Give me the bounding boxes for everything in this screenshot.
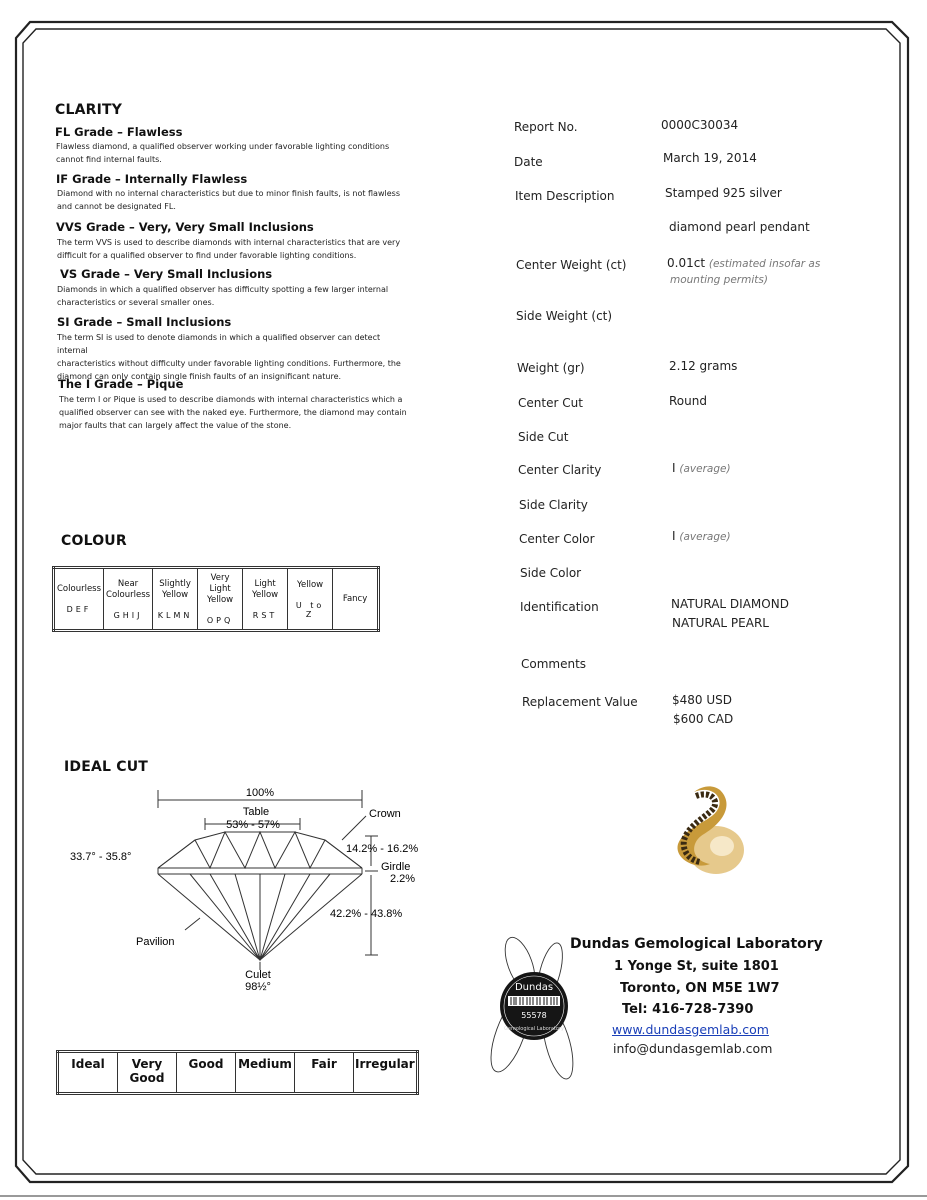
lab-address-line2: Toronto, ON M5E 1W7: [620, 981, 780, 996]
pendant-photo: [664, 782, 756, 878]
colour-cell-light-yellow: Light Yellow RST: [243, 568, 288, 631]
colour-cell-very-light-yellow: Very Light Yellow OPQ: [198, 568, 243, 631]
diagram-crown-pct: 14.2% - 16.2%: [346, 843, 419, 855]
diagram-table-pct: 53% - 57%: [226, 819, 280, 831]
diagram-pavilion-pct: 42.2% - 43.8%: [330, 908, 403, 920]
identification-value-line2: NATURAL PEARL: [672, 616, 769, 630]
replacement-value-cad: $600 CAD: [673, 712, 734, 726]
clarity-grade-vs-title: VS Grade – Very Small Inclusions: [60, 267, 273, 281]
clarity-title: CLARITY: [55, 102, 123, 118]
diagram-crown-angle: 33.7° - 35.8°: [70, 851, 132, 863]
colour-scale-table: [52, 566, 380, 632]
replacement-value-label: Replacement Value: [522, 695, 638, 709]
diagram-width-pct: 100%: [245, 787, 275, 799]
item-description-value-line2: diamond pearl pendant: [669, 220, 810, 234]
colour-cell-colourless: Colourless DEF: [54, 568, 104, 631]
cut-grade-medium: Medium: [236, 1052, 295, 1094]
diagram-girdle-label: Girdle: [381, 861, 411, 873]
colour-cell-near-colourless: Near Colourless GHIJ: [104, 568, 153, 631]
center-weight-value: 0.01ct (estimated insofar as: [667, 256, 821, 270]
clarity-grade-si-desc: The term SI is used to denote diamonds in which a qualified observer can detect internal characteristics without difficulty under favorable lighting conditions. Furthermore, the diamond can only contain single finish faults of an insignificant nature.: [57, 333, 401, 381]
center-cut-value: Round: [669, 394, 707, 408]
cut-grade-irregular: Irregular: [354, 1052, 418, 1094]
lab-email: info@dundasgemlab.com: [613, 1041, 773, 1056]
report-no-value: 0000C30034: [661, 118, 739, 132]
identification-value: NATURAL DIAMOND: [671, 597, 789, 611]
identification-label: Identification: [520, 600, 599, 614]
date-value: March 19, 2014: [663, 151, 757, 165]
side-clarity-label: Side Clarity: [519, 498, 588, 512]
center-weight-label: Center Weight (ct): [516, 258, 627, 272]
colour-cell-slightly-yellow: Slightly Yellow KLMN: [153, 568, 198, 631]
lab-telephone: Tel: 416-728-7390: [622, 1002, 754, 1017]
side-cut-label: Side Cut: [518, 430, 569, 444]
seal-number: 55578: [521, 1011, 547, 1020]
clarity-grade-vvs-desc: The term VVS is used to describe diamonds with internal characteristics that are very difficult for a qualified observer to find under favorable lighting conditions.: [57, 238, 401, 260]
clarity-grade-i-desc: The term I or Pique is used to describe diamonds with internal characteristics which a qualified observer can see with the naked eye. Furthermore, the diamond may contain major faults that can largely affect the value of the stone.: [59, 395, 407, 430]
clarity-grade-vs-desc: Diamonds in which a qualified observer has difficulty spotting a few larger internal characteristics or several smaller ones.: [57, 285, 389, 307]
report-no-label: Report No.: [514, 120, 578, 134]
center-color-label: Center Color: [519, 532, 595, 546]
lab-seal: [480, 934, 590, 1084]
weight-gr-value: 2.12 grams: [669, 359, 738, 373]
seal-top-text: Dundas: [514, 982, 554, 993]
lab-address-line1: 1 Yonge St, suite 1801: [614, 959, 779, 974]
replacement-value-usd: $480 USD: [672, 693, 732, 707]
lab-website-link[interactable]: www.dundasgemlab.com: [612, 1022, 769, 1037]
clarity-grade-fl-title: FL Grade – Flawless: [55, 125, 183, 139]
cut-grade-good: Good: [177, 1052, 236, 1094]
cut-grade-ideal: Ideal: [58, 1052, 118, 1094]
diagram-crown-label: Crown: [369, 808, 401, 820]
diagram-table-label: Table: [242, 806, 270, 818]
cut-grade-very-good: Very Good: [118, 1052, 177, 1094]
item-description-label: Item Description: [515, 189, 615, 203]
clarity-grade-vvs-title: VVS Grade – Very, Very Small Inclusions: [56, 220, 314, 234]
center-color-value: I (average): [672, 529, 731, 543]
center-clarity-value: I (average): [672, 461, 731, 475]
diagram-culet-pct: 98½°: [245, 981, 271, 993]
center-cut-label: Center Cut: [518, 396, 583, 410]
cut-grade-fair: Fair: [295, 1052, 354, 1094]
diamond-proportions-diagram: [60, 780, 440, 995]
colour-cell-fancy: Fancy: [333, 568, 379, 631]
center-weight-note-line2: mounting permits): [670, 274, 768, 286]
date-label: Date: [514, 155, 543, 169]
ideal-cut-title: IDEAL CUT: [64, 759, 149, 775]
diagram-pavilion-label: Pavilion: [136, 936, 175, 948]
center-clarity-label: Center Clarity: [518, 463, 602, 477]
clarity-grade-fl-desc: Flawless diamond, a qualified observer working under favorable lighting conditions cannot find internal faults.: [56, 142, 390, 164]
lab-name: Dundas Gemological Laboratory: [570, 936, 823, 952]
cut-grade-table: [56, 1050, 419, 1095]
clarity-grade-i-title: The I Grade – Pique: [58, 377, 184, 391]
item-description-value: Stamped 925 silver: [665, 186, 782, 200]
diagram-culet-label: Culet: [245, 969, 271, 981]
side-weight-label: Side Weight (ct): [516, 309, 613, 323]
colour-title: COLOUR: [61, 533, 127, 549]
comments-label: Comments: [521, 657, 587, 671]
clarity-grade-si-title: SI Grade – Small Inclusions: [57, 315, 232, 329]
side-color-label: Side Color: [520, 566, 582, 580]
clarity-grade-if-desc: Diamond with no internal characteristics but due to minor finish faults, is not flawless and cannot be designated FL.: [57, 189, 400, 211]
seal-ring-text: Gemological Laboratory: [504, 1026, 564, 1032]
weight-gr-label: Weight (gr): [517, 361, 585, 375]
clarity-grade-if-title: IF Grade – Internally Flawless: [56, 172, 248, 186]
diagram-girdle-pct: 2.2%: [390, 873, 416, 885]
colour-cell-yellow: Yellow U to Z: [288, 568, 333, 631]
